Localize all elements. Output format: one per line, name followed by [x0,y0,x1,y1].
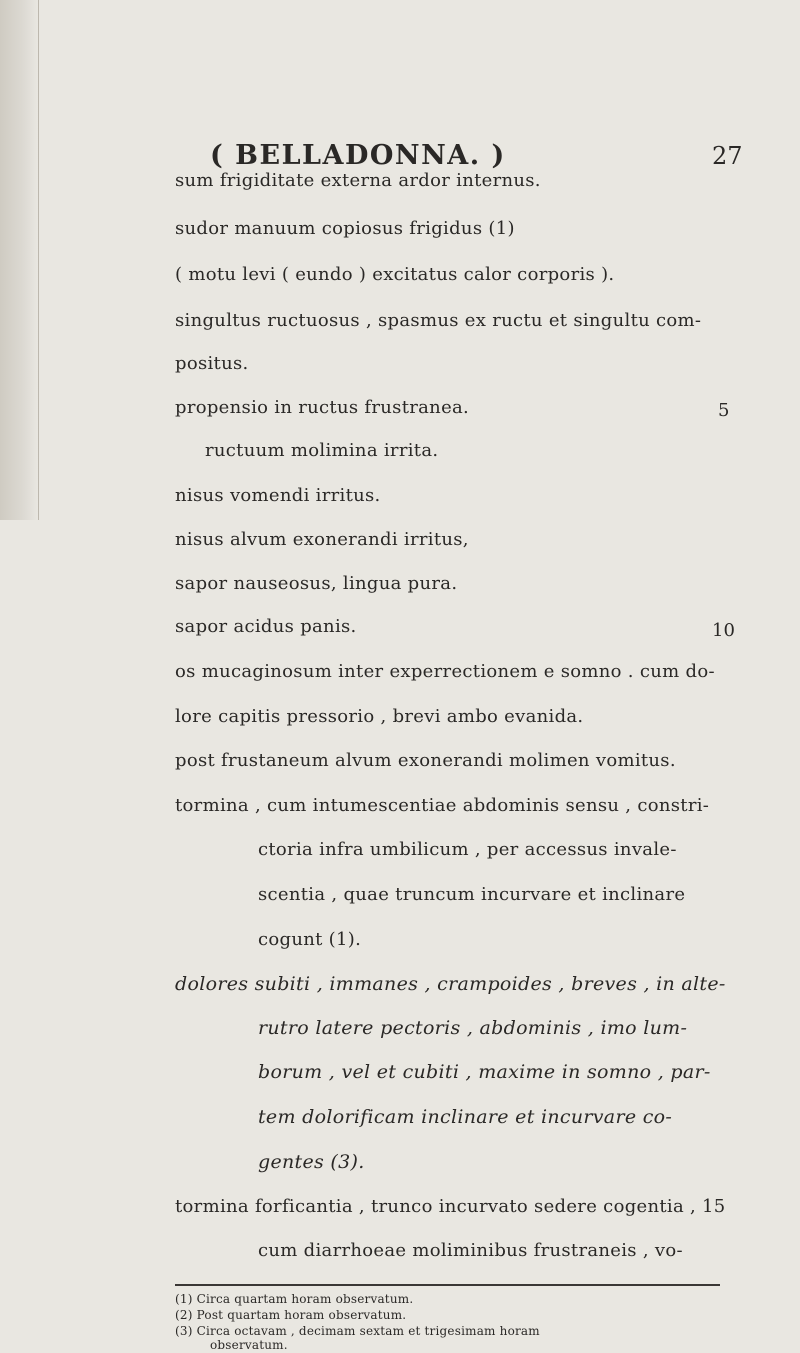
text-line-italic: rutro latere pectoris , abdominis , imo lum- [258,1017,688,1039]
text-line-italic: gentes (3). [258,1151,365,1173]
text-line: cogunt (1). [258,929,362,950]
text-line: os mucaginosum inter experrectionem e somno . cum do- [175,661,715,682]
text-line: sudor manuum copiosus frigidus (1) [175,218,515,239]
text-line: nisus vomendi irritus. [175,485,381,506]
footnote: (3) Circa octavam , decimam sextam et trigesimam horam [175,1324,540,1338]
text-line: sapor nauseosus, lingua pura. [175,573,458,594]
text-line: sapor acidus panis. [175,616,357,637]
text-line: sum frigiditate externa ardor internus. [175,170,541,191]
text-line: tormina , cum intumescentiae abdominis sensu , constri- [175,795,710,816]
text-line: nisus alvum exonerandi irritus, [175,529,469,550]
text-line: ctoria infra umbilicum , per accessus invale- [258,839,677,860]
text-line: tormina forficantia , trunco incurvato sedere cogentia , 15 [175,1196,726,1217]
text-line: ructuum molimina irrita. [205,440,439,461]
text-line: scentia , quae truncum incurvare et inclinare [258,884,686,905]
page-number: 27 [712,142,743,170]
footnote: observatum. [210,1338,288,1352]
text-line: propensio in ructus frustranea. [175,397,470,418]
text-line: positus. [175,353,249,374]
text-line: post frustaneum alvum exonerandi molimen vomitus. [175,750,676,771]
footnote-separator [175,1284,720,1286]
text-line-italic: tem dolorificam inclinare et incurvare co- [258,1106,673,1128]
text-line: lore capitis pressorio , brevi ambo evanida. [175,706,584,727]
text-line-italic: borum , vel et cubiti , maxime in somno , par- [258,1061,711,1083]
text-line-italic: dolores subiti , immanes , crampoides , breves , in alte- [175,973,726,995]
text-line: cum diarrhoeae moliminibus frustraneis , vo- [258,1240,683,1261]
footnote: (2) Post quartam horam observatum. [175,1308,407,1322]
footnote: (1) Circa quartam horam observatum. [175,1292,414,1306]
margin-line-number: 10 [712,620,735,641]
text-line: singultus ructuosus , spasmus ex ructu et singultu com- [175,310,702,331]
margin-line-number: 5 [718,400,730,421]
adjacent-page-edge [0,0,39,520]
running-header-title: ( BELLADONNA. ) [210,140,506,171]
text-line: ( motu levi ( eundo ) excitatus calor corporis ). [175,264,615,285]
